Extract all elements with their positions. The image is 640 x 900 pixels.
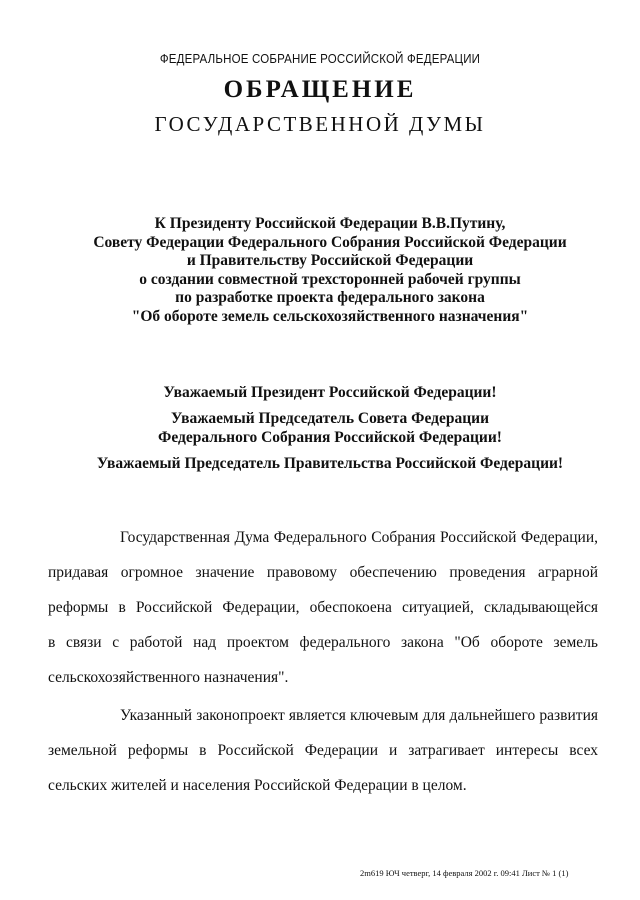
addressee-line: К Президенту Российской Федерации В.В.Путину,	[154, 215, 506, 232]
addressee-line: "Об обороте земель сельскохозяйственного назначения"	[131, 307, 529, 325]
salutation-line: Федерального Собрания Российской Федерации!	[158, 429, 502, 446]
salutations-block	[60, 383, 600, 480]
assembly-header: ФЕДЕРАЛЬНОЕ СОБРАНИЕ РОССИЙСКОЙ ФЕДЕРАЦИИ	[159, 52, 481, 66]
salutation-government: Уважаемый Председатель Правительства Российской Федерации!	[96, 455, 564, 472]
paragraph	[48, 520, 598, 695]
addressee-line: по разработке проекта федерального закона	[175, 289, 485, 306]
document-type-title: ОБРАЩЕНИЕ	[223, 76, 417, 103]
body-line: Указанный законопроект является ключевым для дальнейшего развития	[120, 707, 598, 724]
addressee-line: и Правительству Российской Федерации	[186, 252, 474, 269]
salutation-president: Уважаемый Президент Российской Федерации!	[163, 384, 497, 401]
body-line: реформы в Российской Федерации, обеспокоена ситуацией, складывающейся	[48, 599, 598, 616]
body-line: придавая огромное значение правовому обеспечению проведения аграрной	[48, 564, 598, 581]
body-line: в связи с работой над проектом федерального закона "Об обороте земель	[48, 634, 598, 651]
salutation-line: Уважаемый Председатель Совета Федерации	[170, 410, 490, 427]
addressee-line: о создании совместной трехсторонней рабочей группы	[139, 270, 521, 288]
body-line: сельских жителей и населения Российской Федерации в целом.	[48, 777, 467, 794]
document-issuer-title: ГОСУДАРСТВЕННОЙ ДУМЫ	[154, 112, 486, 136]
footer-stamp: 2m619 ЮЧ четверг, 14 февраля 2002 г. 09:41 Лист № 1 (1)	[360, 868, 569, 878]
body-line: сельскохозяйственного назначения".	[48, 669, 289, 686]
addressee-block	[70, 215, 590, 326]
body-line: земельной реформы в Российской Федерации и затрагивает интересы всех	[48, 742, 598, 759]
body-text	[48, 520, 598, 806]
paragraph	[48, 698, 598, 803]
addressee-line: Совету Федерации Федерального Собрания Российской Федерации	[93, 233, 567, 251]
body-line: Государственная Дума Федерального Собрания Российской Федерации,	[120, 529, 598, 546]
salutation-federation-council	[60, 409, 600, 447]
